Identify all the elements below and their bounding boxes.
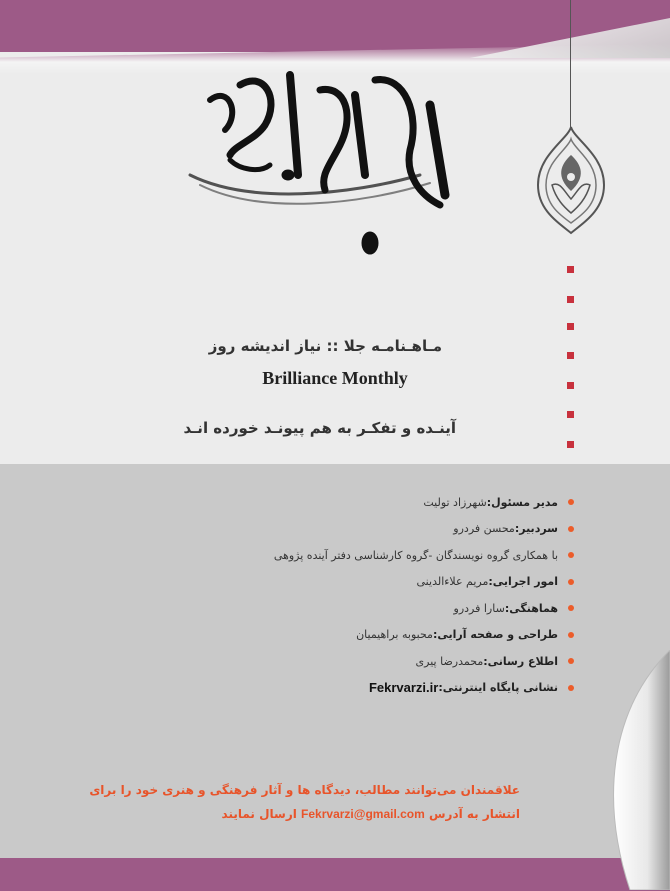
credit-value: سارا فردرو	[453, 601, 505, 615]
page-curl-corner	[590, 650, 670, 890]
credit-label: مدیر مسئول:	[486, 495, 558, 509]
credit-row-collaboration	[154, 542, 574, 569]
orange-bullet-icon	[568, 579, 574, 585]
credit-row-coordination	[154, 595, 574, 622]
credit-value: محسن فردرو	[453, 522, 515, 536]
notice-suffix: ارسال نمایند	[221, 807, 302, 821]
credit-row-design	[154, 622, 574, 649]
email-link[interactable]: Fekrvarzi@gmail.com	[301, 807, 425, 821]
credit-label: اطلاع رسانی:	[483, 654, 558, 668]
credit-row-executive	[154, 569, 574, 596]
credit-label: نشانی پایگاه اینترنتی:	[438, 681, 558, 695]
orange-bullet-icon	[568, 605, 574, 611]
red-dot-marker	[567, 352, 574, 359]
credit-value: مریم علاءالدینی	[416, 575, 489, 589]
credit-row-director	[154, 489, 574, 516]
red-dot-marker	[567, 411, 574, 418]
orange-bullet-icon	[568, 552, 574, 558]
orange-bullet-icon	[568, 499, 574, 505]
submission-notice	[80, 778, 520, 826]
credit-label: طراحی و صفحه آرایی:	[432, 628, 558, 642]
english-magazine-title: Brilliance Monthly	[262, 368, 408, 388]
red-dot-marker	[567, 441, 574, 448]
persian-magazine-title: مـاهـنامـه جلا :: نیاز اندیشه روز	[208, 337, 442, 355]
credit-value: شهرزاد تولیت	[423, 495, 487, 509]
magazine-slogan: آینـده و تفکـر به هم پیونـد خورده انـد	[183, 419, 456, 437]
red-dot-marker	[567, 323, 574, 330]
credit-row-website	[154, 675, 574, 702]
notice-line-2	[80, 802, 520, 826]
credit-row-editor	[154, 516, 574, 543]
credit-value: محمدرضا پیری	[415, 654, 484, 668]
credit-label: امور اجرایی:	[488, 575, 558, 589]
credits-list	[154, 489, 574, 701]
credit-value: با همکاری گروه نویسندگان -گروه کارشناسی دفتر آینده پژوهی	[273, 548, 558, 562]
credit-row-information	[154, 648, 574, 675]
credit-label: هماهنگی:	[504, 601, 558, 615]
orange-bullet-icon	[568, 632, 574, 638]
orange-bullet-icon	[568, 526, 574, 532]
credit-label: سردبیر:	[514, 522, 558, 536]
ornament-thread	[570, 0, 571, 130]
website-link[interactable]: Fekrvarzi.ir	[368, 680, 439, 696]
bismillah-calligraphy	[170, 55, 470, 270]
red-dot-marker	[567, 266, 574, 273]
notice-prefix: انتشار به آدرس	[424, 807, 520, 821]
arabesque-ornament-icon	[534, 125, 608, 235]
credit-value: محبوبه براهیمیان	[356, 628, 433, 642]
orange-bullet-icon	[568, 685, 574, 691]
notice-line-1: علاقمندان می‌توانند مطالب، دیدگاه ها و آثار فرهنگی و هنری خود را برای	[89, 783, 520, 797]
orange-bullet-icon	[568, 658, 574, 664]
bottom-purple-band	[0, 858, 670, 891]
red-dot-marker	[567, 296, 574, 303]
